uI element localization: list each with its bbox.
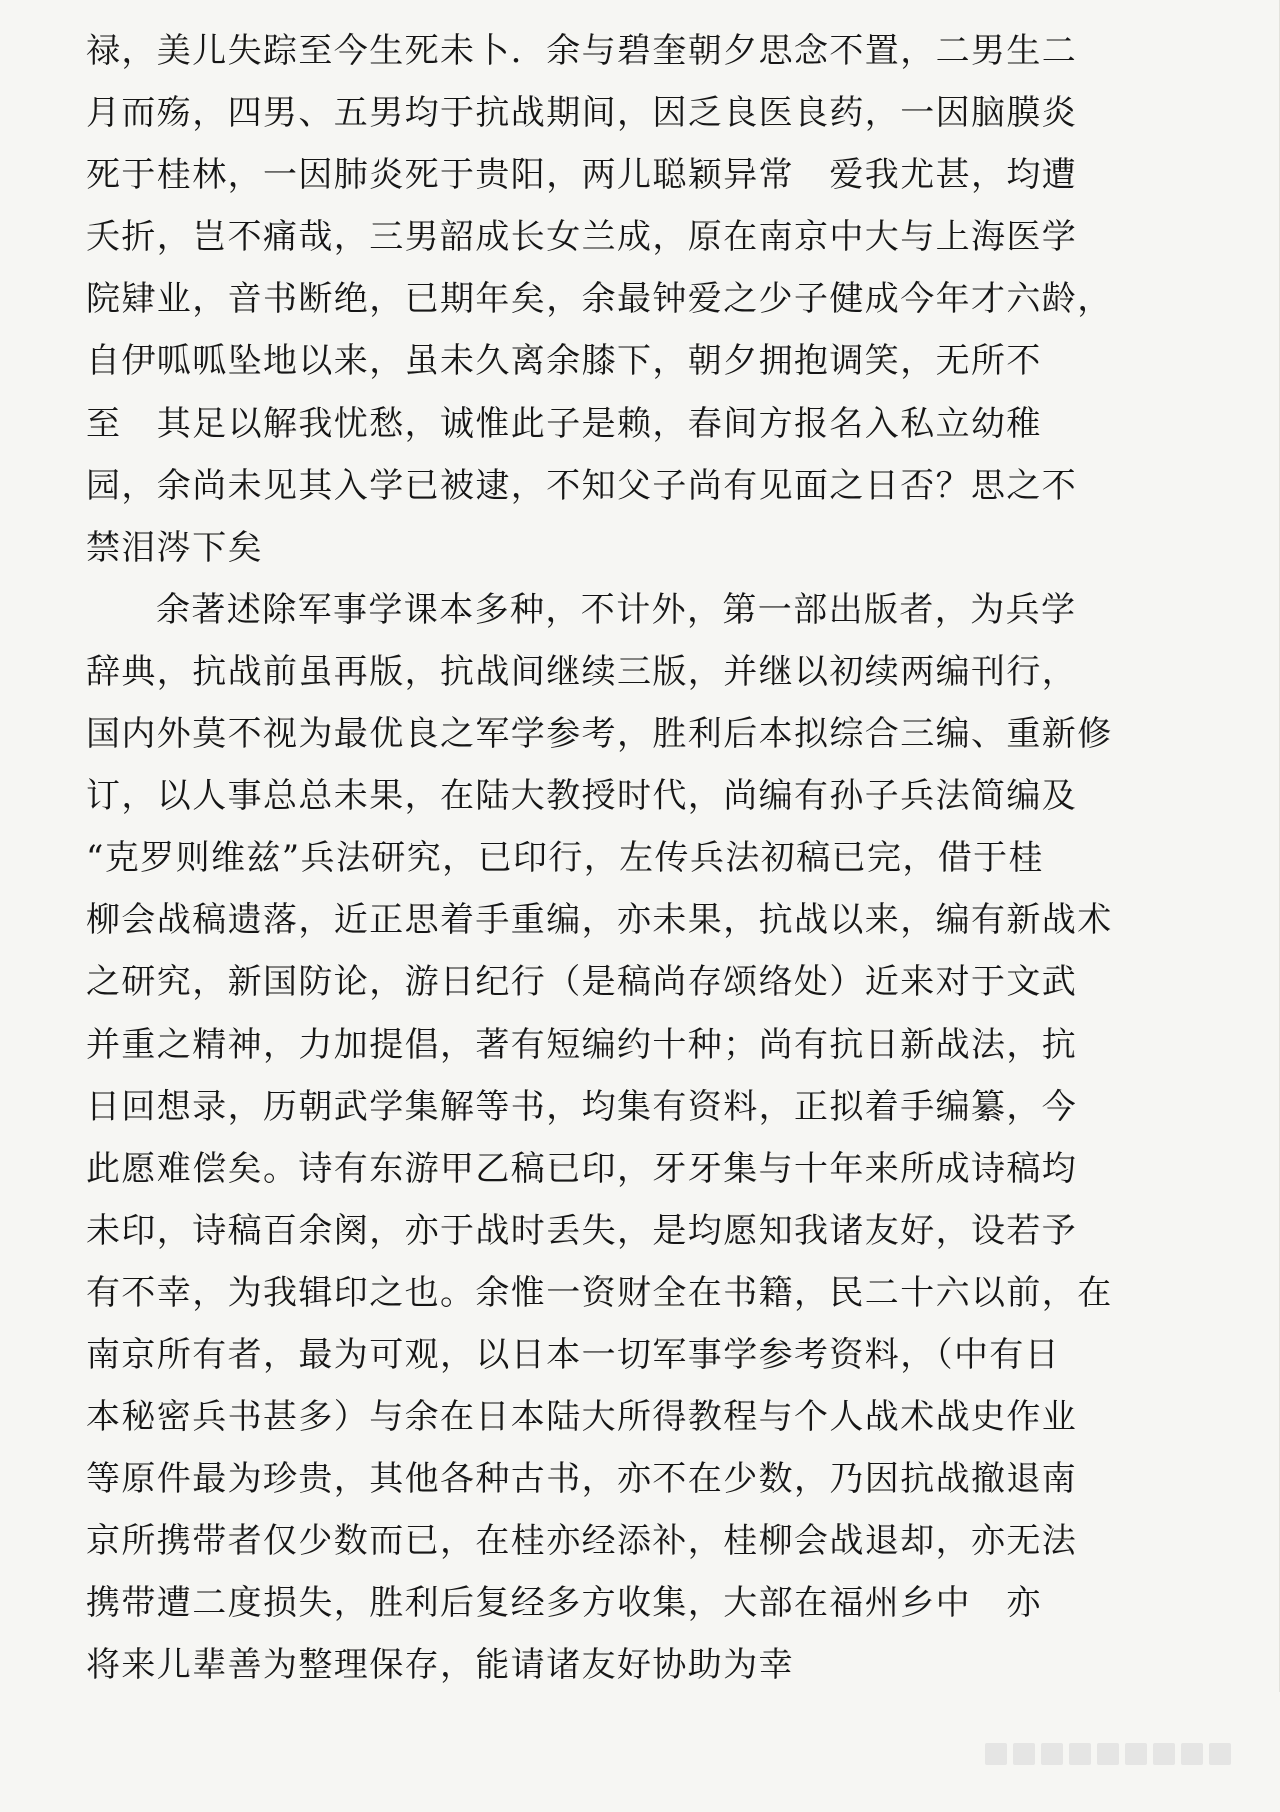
document-text-block [86, 20, 1234, 1697]
text-line-9: 禁泪涔下矣 [86, 527, 263, 568]
text-line-27: 将来儿辈善为整理保存，能请诸友好协助为幸 [86, 1645, 794, 1686]
text-line-23: 本秘密兵书甚多）与余在日本陆大所得教程与个人战术战史作业 [86, 1397, 1078, 1438]
text-line-16: 之研究，新国防论，游日纪行（是稿尚存颂络处）近来对于文武 [86, 962, 1078, 1003]
text-line-3: 死于桂林，一因肺炎死于贵阳，两儿聪颖异常 爱我尤甚，均遭 [86, 155, 1078, 196]
text-line-2: 月而殇，四男、五男均于抗战期间，因乏良医良药，一因脑膜炎 [86, 93, 1078, 134]
text-line-7: 至 其足以解我忧愁，诚惟此子是赖，春间方报名入私立幼稚 [86, 403, 1042, 444]
text-line-15: 柳会战稿遗落，近正思着手重编，亦未果，抗战以来，编有新战术 [86, 900, 1113, 941]
text-line-12: 国内外莫不视为最优良之军学参考，胜利后本拟综合三编、重新修 [86, 714, 1113, 755]
text-line-6: 自伊呱呱坠地以来，虽未久离余膝下，朝夕拥抱调笑，无所不 [86, 341, 1042, 382]
watermark-pixelation [985, 1740, 1235, 1768]
text-line-14: “克罗则维兹”兵法研究，已印行，左传兵法初稿已完，借于桂 [86, 838, 1044, 879]
text-line-24: 等原件最为珍贵，其他各种古书，亦不在少数，乃因抗战撤退南 [86, 1459, 1078, 1500]
text-line-25: 京所携带者仅少数而已，在桂亦经添补，桂柳会战退却，亦无法 [86, 1521, 1078, 1562]
text-line-5: 院肄业，音书断绝，已期年矣，余最钟爱之少子健成今年才六龄， [86, 279, 1113, 320]
text-line-21: 有不幸，为我辑印之也。余惟一资财全在书籍，民二十六以前，在 [86, 1272, 1113, 1313]
text-line-22: 南京所有者，最为可观，以日本一切军事学参考资料，（中有日 [86, 1334, 1061, 1375]
text-line-11: 辞典，抗战前虽再版，抗战间继续三版，并继以初续两编刊行， [86, 651, 1078, 692]
text-line-8: 园，余尚未见其入学已被逮，不知父子尚有见面之日否？思之不 [86, 465, 1078, 506]
text-line-20: 未印，诗稿百余阕，亦于战时丢失，是均愿知我诸友好，设若予 [86, 1210, 1078, 1251]
text-line-13: 订，以人事总总未果，在陆大教授时代，尚编有孙子兵法简编及 [86, 776, 1078, 817]
text-line-1: 禄，美儿失踪至今生死未卜．余与碧奎朝夕思念不置，二男生二 [86, 31, 1078, 71]
text-line-18: 日回想录，历朝武学集解等书，均集有资料，正拟着手编纂，今 [86, 1086, 1078, 1127]
text-line-4: 夭折，岂不痛哉，三男韶成长女兰成，原在南京中大与上海医学 [86, 217, 1078, 258]
text-line-17: 并重之精神，力加提倡，著有短编约十种；尚有抗日新战法，抗 [86, 1024, 1078, 1065]
text-line-19: 此愿难偿矣。诗有东游甲乙稿已印，牙牙集与十年来所成诗稿均 [86, 1148, 1078, 1189]
text-line-26: 携带遭二度损失，胜利后复经多方收集，大部在福州乡中 亦 [86, 1583, 1042, 1624]
text-line-10: 余著述除军事学课本多种，不计外，第一部出版者，为兵学 [156, 589, 1077, 630]
